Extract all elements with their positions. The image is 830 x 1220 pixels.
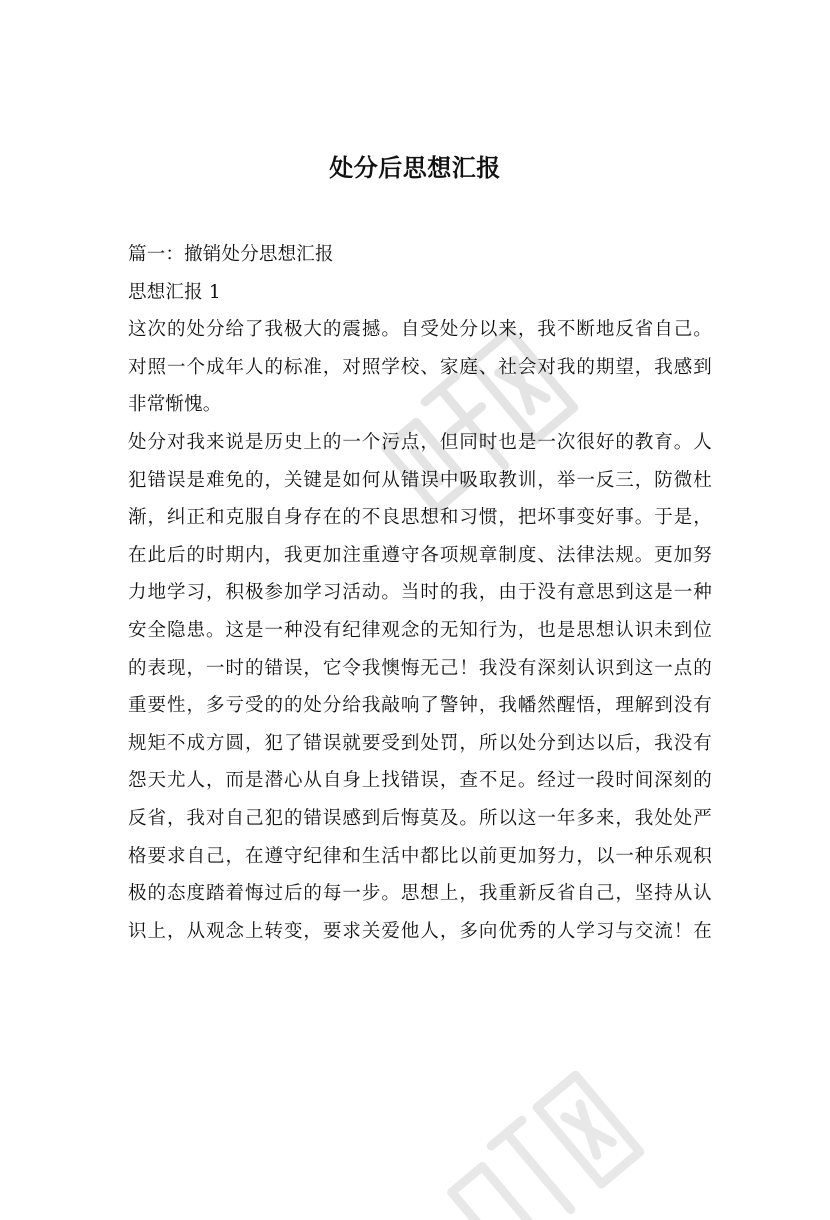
- section-heading: 篇一：撤销处分思想汇报: [128, 244, 334, 265]
- text-line: 非常惭愧。: [128, 394, 222, 416]
- text-line: 处分对我来说是历史上的一个污点，但同时也是一次很好的教育。人: [128, 431, 712, 453]
- text-line: 规矩不成方圆，犯了错误就要受到处罚，所以处分到达以后，我没有: [128, 732, 712, 754]
- sub-heading: 思想汇报 1: [128, 281, 221, 303]
- text-line: 犯错误是难免的，关键是如何从错误中吸取教训，举一反三，防微杜: [128, 469, 712, 491]
- text-line: 重要性，多亏受的的处分给我敲响了警钟，我幡然醒悟，理解到没有: [128, 695, 712, 717]
- text-line: 安全隐患。这是一种没有纪律观念的无知行为，也是思想认识未到位: [128, 619, 712, 641]
- watermark-logo-bottom: [380, 1020, 710, 1220]
- text-line: 在此后的时期内，我更加注重遵守各项规章制度、法律法规。更加努: [128, 544, 712, 566]
- text-line: 怨天尤人，而是潜心从自身上找错误，查不足。经过一段时间深刻的: [128, 770, 712, 792]
- text-line: 的表现，一时的错误，它令我懊悔无己！我没有深刻认识到这一点的: [128, 657, 712, 679]
- text-line: 格要求自己，在遵守纪律和生活中都比以前更加努力，以一种乐观积: [128, 845, 712, 867]
- text-line: 识上，从观念上转变，要求关爱他人，多向优秀的人学习与交流！在: [128, 920, 712, 942]
- text-line: 极的态度踏着悔过后的每一步。思想上，我重新反省自己，坚持从认: [128, 883, 712, 905]
- page-title: 处分后思想汇报: [329, 153, 501, 182]
- text-line: 力地学习，积极参加学习活动。当时的我，由于没有意思到这是一种: [128, 582, 712, 604]
- text-line: 对照一个成年人的标准，对照学校、家庭、社会对我的期望，我感到: [128, 356, 712, 378]
- text-line: 反省，我对自己犯的错误感到后悔莫及。所以这一年多来，我处处严: [128, 807, 712, 829]
- text-line: 这次的处分给了我极大的震撼。自受处分以来，我不断地反省自己。: [128, 319, 712, 341]
- text-line: 渐，纠正和克服自身存在的不良思想和习惯，把坏事变好事。于是，: [128, 507, 712, 529]
- document-body: [128, 236, 712, 950]
